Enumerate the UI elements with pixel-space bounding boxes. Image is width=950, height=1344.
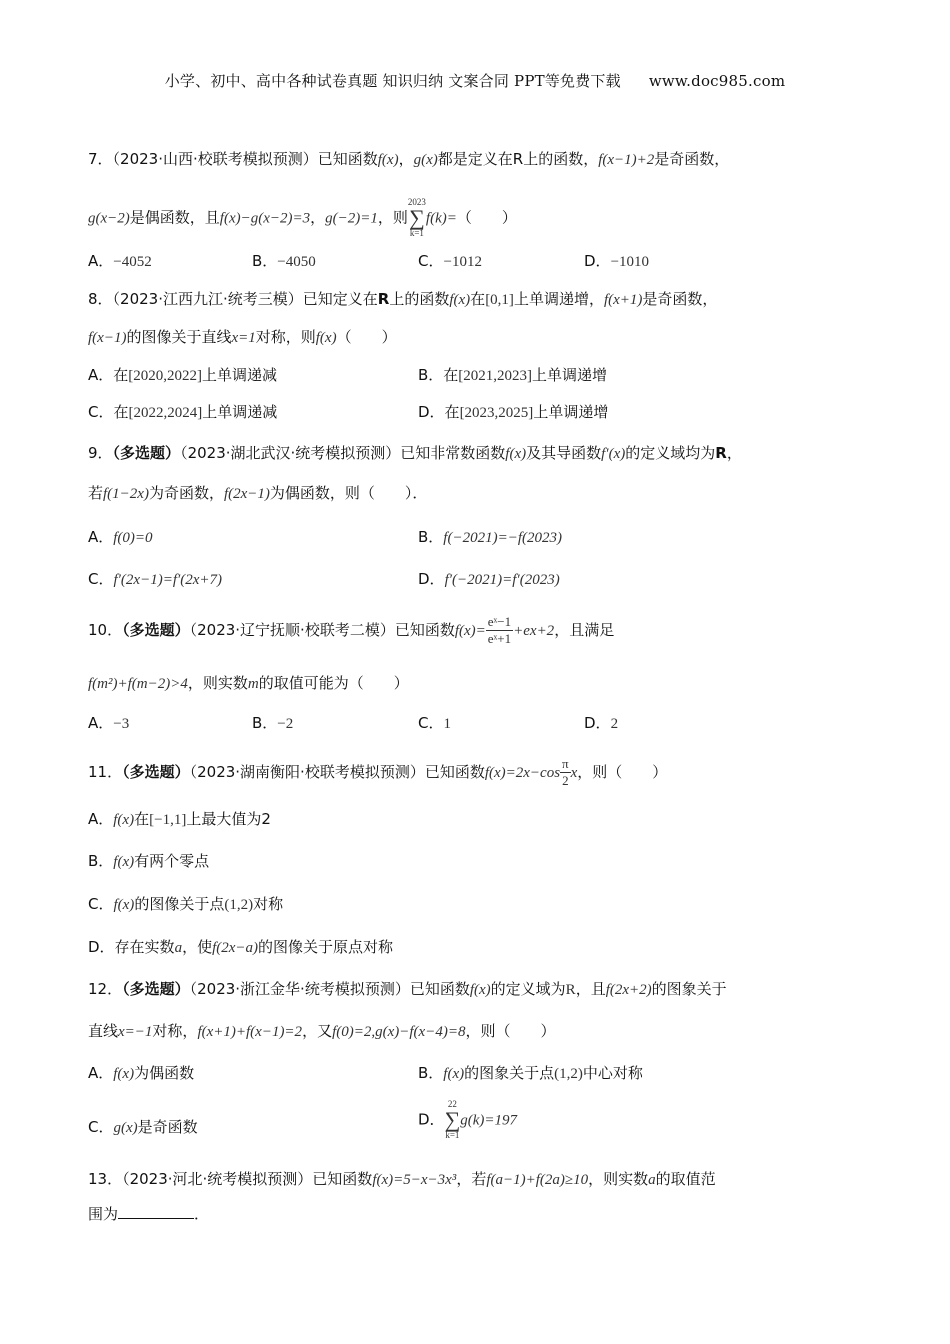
q13-text5: 围为 bbox=[88, 1205, 119, 1223]
q9-tag: （多选题） bbox=[112, 444, 181, 462]
q9-text4: 若 bbox=[88, 484, 104, 502]
q11-option-d[interactable] bbox=[88, 936, 393, 957]
q8-line2 bbox=[88, 326, 397, 347]
q12-option-d[interactable] bbox=[418, 1100, 517, 1140]
q11-option-d-label: D．存在实数 bbox=[88, 938, 175, 956]
q8-text2: 上的函数 bbox=[389, 290, 450, 308]
q10-option-c-label: C． bbox=[418, 714, 444, 732]
q12-option-b-text: 的图象关于点 bbox=[464, 1064, 555, 1082]
q7-text2: 都是定义在R上的函数， bbox=[437, 150, 599, 168]
q10-expr1: f(m²)+f(m−2)>4 bbox=[88, 676, 188, 692]
q11-option-d-math: a bbox=[174, 940, 183, 956]
q11-option-d-text: ，使 bbox=[182, 938, 213, 956]
q12-line1 bbox=[88, 978, 727, 999]
q9-text6: 为偶函数，则（ ）． bbox=[269, 484, 428, 502]
q7-sum-top: 2023 bbox=[407, 197, 426, 207]
q9-text2: 及其导函数 bbox=[526, 444, 602, 462]
q8-expr2: f(x−1) bbox=[88, 330, 127, 346]
q11-frac-num: π bbox=[562, 756, 569, 771]
q12-option-b[interactable] bbox=[418, 1062, 643, 1083]
q9-text5: 为奇函数， bbox=[148, 484, 224, 502]
q7-sep2: ， bbox=[310, 208, 326, 227]
q9-line1 bbox=[88, 442, 742, 463]
q12-sum-bot: k=1 bbox=[445, 1130, 460, 1140]
q12-text: （2023·浙江金华·统考模拟预测）已知函数 bbox=[189, 980, 470, 998]
q7-expr3: g(−2)=1 bbox=[325, 210, 378, 227]
header-site[interactable]: www.doc985.com bbox=[648, 72, 786, 90]
q13-text3: ，则实数 bbox=[588, 1170, 649, 1188]
q10-option-b-value: −2 bbox=[277, 716, 294, 732]
q7-option-d[interactable] bbox=[584, 250, 649, 271]
q11-option-d-math2: f(2x−a) bbox=[212, 940, 259, 956]
q10-option-d[interactable] bbox=[584, 712, 618, 733]
q9-option-c[interactable] bbox=[88, 568, 222, 589]
q10-option-a[interactable] bbox=[88, 712, 129, 733]
q11-option-c-math: f(x) bbox=[113, 897, 135, 913]
q8-option-d-label: D．在 bbox=[418, 403, 460, 421]
q12-option-d-sum bbox=[445, 1100, 461, 1140]
q9-fx: f(x) bbox=[505, 446, 527, 462]
q12-option-c-text: 是奇函数 bbox=[137, 1118, 198, 1136]
q8-option-a-rest: 上单调递减 bbox=[202, 366, 278, 384]
page-header bbox=[0, 70, 950, 91]
q12-option-d-math: g(k)=197 bbox=[460, 1112, 518, 1129]
q11-line1 bbox=[88, 756, 667, 789]
q13-line1 bbox=[88, 1168, 716, 1189]
q11-option-a-text: 在 bbox=[134, 810, 150, 828]
q12-text3: ，且 bbox=[575, 980, 606, 998]
q13-text: 13．（2023·河北·统考模拟预测）已知函数 bbox=[88, 1170, 373, 1188]
q7-sep: ， bbox=[398, 150, 414, 168]
q9-option-b-label: B． bbox=[418, 528, 444, 546]
q12-text4: 的图象关于 bbox=[651, 980, 727, 998]
q11-option-b-label: B． bbox=[88, 852, 114, 870]
q8-option-a[interactable] bbox=[88, 364, 277, 385]
q13-a: a bbox=[648, 1172, 656, 1188]
q12-option-c-label: C． bbox=[88, 1118, 114, 1136]
q11-option-c-text: 的图像关于点 bbox=[134, 895, 225, 913]
q13-text4: 的取值范 bbox=[655, 1170, 716, 1188]
q12-option-b-math: f(x) bbox=[443, 1066, 465, 1082]
q12-tag: （多选题） bbox=[122, 980, 190, 998]
q8-option-d[interactable] bbox=[418, 401, 608, 422]
q12-paren: ，则（ ） bbox=[465, 1022, 556, 1040]
q8-expr1: f(x+1) bbox=[603, 292, 643, 308]
q12-option-a[interactable] bbox=[88, 1062, 194, 1083]
q11-option-c-math2: (1,2) bbox=[224, 897, 254, 913]
q11-frac-den: 2 bbox=[562, 773, 569, 788]
q9-expr1: f(1−2x) bbox=[103, 486, 149, 502]
q12-text5: 直线 bbox=[88, 1022, 119, 1040]
q12-option-c[interactable] bbox=[88, 1116, 198, 1137]
q10-text: （2023·辽宁抚顺·校联考二模）已知函数 bbox=[189, 621, 455, 639]
q11-option-b-text: 有两个零点 bbox=[134, 852, 210, 870]
q10-text3: ，则实数 bbox=[187, 674, 248, 692]
q11-option-a-math2: [−1,1] bbox=[149, 812, 187, 828]
q11-option-b[interactable] bbox=[88, 850, 209, 871]
q10-option-d-label: D． bbox=[584, 714, 611, 732]
q11-text: （2023·湖南衡阳·校联考模拟预测）已知函数 bbox=[189, 763, 485, 781]
q7-line1 bbox=[88, 148, 729, 169]
q12-option-b-text2: 中心对称 bbox=[582, 1064, 643, 1082]
q10-option-c[interactable] bbox=[418, 712, 451, 733]
q12-option-a-math: f(x) bbox=[113, 1066, 135, 1082]
q7-option-a[interactable] bbox=[88, 250, 152, 271]
q8-text5: 是奇函数， bbox=[642, 290, 718, 308]
q10-option-b-label: B． bbox=[252, 714, 278, 732]
q12-text2: 的定义域为 bbox=[490, 980, 566, 998]
q11-fx: f(x)=2x−cos bbox=[484, 765, 561, 781]
q8-option-d-rest: 上单调递增 bbox=[533, 403, 609, 421]
q9-option-a[interactable] bbox=[88, 526, 153, 547]
q12-expr4: f(0)=2,g(x)−f(x−4)=8 bbox=[332, 1024, 466, 1040]
q9-expr2: f(2x−1) bbox=[223, 486, 270, 502]
q7-expr2: f(x)−g(x−2)=3 bbox=[219, 210, 311, 227]
q9-option-c-label: C． bbox=[88, 570, 114, 588]
q12-expr2: x=−1 bbox=[118, 1024, 153, 1040]
q11-x: x bbox=[570, 765, 578, 781]
q8-option-b-rest: 上单调递增 bbox=[532, 366, 608, 384]
q8-fx: f(x) bbox=[449, 292, 471, 308]
q9-text3: 的定义域均为 bbox=[625, 444, 716, 462]
q8-paren: （ ） bbox=[336, 328, 397, 346]
q12-fx: f(x) bbox=[469, 982, 491, 998]
q7-option-b[interactable] bbox=[252, 250, 316, 271]
q10-m: m bbox=[247, 676, 259, 692]
q8-line1 bbox=[88, 288, 717, 309]
q13-line2 bbox=[88, 1203, 209, 1224]
q7-sum-bot: k=1 bbox=[409, 228, 424, 238]
q8-option-c[interactable] bbox=[88, 401, 277, 422]
q9-R: R bbox=[715, 444, 727, 462]
q8-option-c-math: [2022,2024] bbox=[128, 405, 203, 421]
q8-option-b-math: [2021,2023] bbox=[458, 368, 533, 384]
q7-option-d-value: −1010 bbox=[610, 254, 650, 270]
q7-option-b-label: B． bbox=[252, 252, 278, 270]
q10-frac-den: eˣ+1 bbox=[487, 631, 512, 646]
q7-text3: 是奇函数， bbox=[654, 150, 730, 168]
q7-text4: 是偶函数，且 bbox=[129, 208, 220, 227]
q8-interval: [0,1] bbox=[485, 292, 514, 308]
q9-option-c-math: f′(2x−1)=f′(2x+7) bbox=[113, 572, 223, 588]
q10-line1 bbox=[88, 614, 614, 647]
q12-text7: ，又 bbox=[302, 1022, 333, 1040]
q8-expr3: x=1 bbox=[231, 330, 256, 346]
q12-option-c-math: g(x) bbox=[113, 1120, 138, 1136]
q8-option-b-label: B．在 bbox=[418, 366, 459, 384]
q9-option-d[interactable] bbox=[418, 568, 560, 589]
q7-gx: g(x) bbox=[413, 152, 438, 168]
q8-option-a-math: [2020,2022] bbox=[128, 368, 203, 384]
q10-tag: （多选题） bbox=[122, 621, 190, 639]
q9-text: （2023·湖北武汉·统考模拟预测）已知非常数函数 bbox=[180, 444, 506, 462]
q12-number: 12． bbox=[88, 980, 123, 998]
q12-R: R bbox=[565, 982, 576, 998]
q10-tail: +ex+2 bbox=[513, 623, 555, 639]
q9-sep: ， bbox=[726, 444, 742, 462]
q12-text6: 对称， bbox=[152, 1022, 198, 1040]
q10-fx: f(x)= bbox=[454, 623, 486, 639]
q12-expr1: f(2x+2) bbox=[605, 982, 652, 998]
q13-expr1: f(x)=5−x−3x³ bbox=[372, 1172, 457, 1188]
q11-option-a[interactable] bbox=[88, 808, 271, 829]
q11-option-a-text2: 上最大值为2 bbox=[186, 810, 271, 828]
q9-line2 bbox=[88, 482, 427, 503]
q7-option-c-label: C． bbox=[418, 252, 444, 270]
q10-option-d-value: 2 bbox=[610, 716, 619, 732]
sigma-symbol: ∑ bbox=[409, 205, 425, 230]
q7-option-c[interactable] bbox=[418, 250, 482, 271]
q7-paren: （ ） bbox=[456, 208, 517, 227]
answer-blank[interactable] bbox=[118, 1204, 194, 1219]
q7-text: 7．（2023·山西·校联考模拟预测）已知函数 bbox=[88, 150, 378, 168]
q12-option-a-text: 为偶函数 bbox=[134, 1064, 195, 1082]
q13-expr2: f(a−1)+f(2a)≥10 bbox=[486, 1172, 589, 1188]
q9-option-b-math: f(−2021)=−f(2023) bbox=[443, 530, 562, 546]
q7-option-b-value: −4050 bbox=[277, 254, 316, 270]
q12-line2 bbox=[88, 1020, 555, 1041]
q8-R: R bbox=[377, 290, 390, 308]
q10-option-a-label: A． bbox=[88, 714, 114, 732]
q11-option-b-math: f(x) bbox=[113, 854, 135, 870]
q7-sum-body: f(k)= bbox=[425, 210, 457, 227]
q8-option-c-label: C．在 bbox=[88, 403, 129, 421]
q10-text4: 的取值可能为（ ） bbox=[258, 674, 409, 692]
q9-number: 9． bbox=[88, 444, 113, 462]
q12-sum-top: 22 bbox=[447, 1099, 457, 1109]
q10-fraction bbox=[486, 614, 513, 647]
q13-period: ． bbox=[194, 1205, 210, 1223]
q7-option-c-value: −1012 bbox=[443, 254, 482, 270]
q8-option-a-label: A．在 bbox=[88, 366, 129, 384]
q11-option-a-label: A． bbox=[88, 810, 114, 828]
q11-fraction bbox=[560, 756, 571, 789]
q8-option-c-rest: 上单调递减 bbox=[202, 403, 278, 421]
q8-fx2: f(x) bbox=[315, 330, 337, 346]
q11-option-c[interactable] bbox=[88, 893, 283, 914]
q11-text2: ，则（ ） bbox=[577, 763, 668, 781]
q12-expr3: f(x+1)+f(x−1)=2 bbox=[197, 1024, 303, 1040]
q12-option-b-label: B． bbox=[418, 1064, 444, 1082]
q11-option-d-text2: 的图像关于原点对称 bbox=[258, 938, 394, 956]
q10-text2: ，且满足 bbox=[554, 621, 615, 639]
q8-option-d-math: [2023,2025] bbox=[459, 405, 534, 421]
q10-number: 10． bbox=[88, 621, 123, 639]
q10-frac-num: eˣ−1 bbox=[487, 614, 512, 629]
q12-option-b-math2: (1,2) bbox=[554, 1066, 583, 1082]
q8-text4: 上单调递增， bbox=[513, 290, 604, 308]
q10-line2 bbox=[88, 672, 409, 693]
q9-option-d-math: f′(−2021)=f′(2023) bbox=[444, 572, 560, 588]
q12-option-d-label: D． bbox=[418, 1110, 445, 1129]
q8-text6: 的图像关于直线 bbox=[126, 328, 232, 346]
q11-tag: （多选题） bbox=[122, 763, 190, 781]
q10-option-a-value: −3 bbox=[113, 716, 130, 732]
header-text: 小学、初中、高中各种试卷真题 知识归纳 文案合同 PPT等免费下载 bbox=[164, 72, 621, 90]
q10-option-b[interactable] bbox=[252, 712, 293, 733]
q8-text7: 对称，则 bbox=[255, 328, 316, 346]
q7-text5: ，则 bbox=[377, 208, 408, 227]
q8-text: 8．（2023·江西九江·统考三模）已知定义在 bbox=[88, 290, 378, 308]
q8-option-b[interactable] bbox=[418, 364, 607, 385]
q11-number: 11． bbox=[88, 763, 123, 781]
q13-text2: ，若 bbox=[456, 1170, 487, 1188]
q9-option-a-label: A． bbox=[88, 528, 114, 546]
q9-option-d-label: D． bbox=[418, 570, 445, 588]
q10-option-c-value: 1 bbox=[443, 716, 451, 732]
q7-option-d-label: D． bbox=[584, 252, 611, 270]
q7-expr1: f(x−1)+2 bbox=[598, 152, 655, 168]
q7-gx2: g(x−2) bbox=[88, 210, 130, 227]
q7-option-a-value: −4052 bbox=[113, 254, 152, 270]
sigma-symbol: ∑ bbox=[444, 1107, 461, 1132]
q7-sum bbox=[408, 198, 426, 238]
q7-line2 bbox=[88, 198, 517, 238]
q12-option-a-label: A． bbox=[88, 1064, 114, 1082]
q11-option-a-math: f(x) bbox=[113, 812, 135, 828]
q7-option-a-label: A． bbox=[88, 252, 114, 270]
q11-option-c-label: C． bbox=[88, 895, 114, 913]
q8-text3: 在 bbox=[470, 290, 486, 308]
q9-option-b[interactable] bbox=[418, 526, 562, 547]
q9-fpx: f′(x) bbox=[601, 446, 626, 462]
q9-option-a-math: f(0)=0 bbox=[113, 530, 153, 546]
q7-fx: f(x) bbox=[377, 152, 399, 168]
q11-option-c-text2: 对称 bbox=[253, 895, 284, 913]
